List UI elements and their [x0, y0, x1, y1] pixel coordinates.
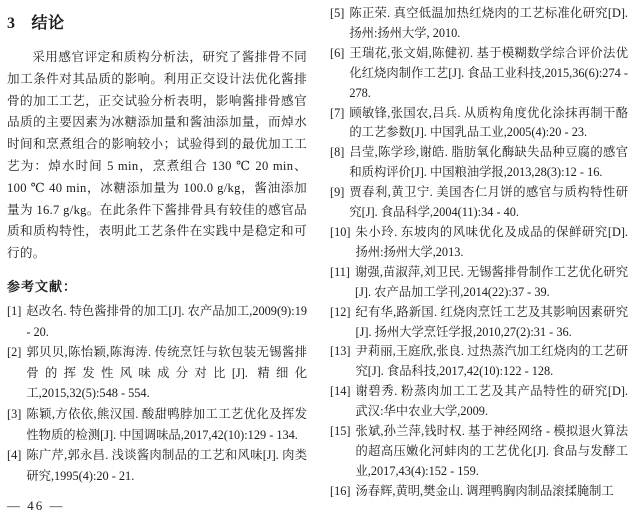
reference-label: [7] [330, 105, 345, 120]
reference-text: 纪有华,路新国. 红烧肉烹饪工艺及其影响因素研究[J]. 扬州大学烹饪学报,2010,27(2):31 - 36. [355, 304, 628, 339]
section-title: 结论 [31, 15, 65, 32]
reference-text: 汤春辉,黄明,樊金山. 调理鸭胸肉制品滚揉腌制工 [355, 483, 614, 498]
left-column [7, 0, 307, 486]
reference-text: 王瑞花,张文娟,陈健初. 基于模糊数学综合评价法优化红烧肉制作工艺[J]. 食品工业科技,2015,36(6):274 - 278. [349, 45, 628, 100]
reference-label: [9] [330, 185, 345, 200]
reference-label: [6] [330, 45, 345, 60]
reference-text: 贾春利,黄卫宁. 美国杏仁月饼的感官与质构特性研究[J]. 食品科学,2004(11):34 - 40. [349, 185, 628, 220]
reference-item [7, 342, 307, 404]
reference-item [330, 104, 628, 144]
reference-label: [8] [330, 145, 345, 160]
section-number: 3 [7, 15, 16, 32]
reference-label: [13] [330, 344, 351, 359]
reference-text: 顾敏锋,张国农,吕兵. 从质构角度优化涂抹再制干酪的工艺参数[J]. 中国乳品工业,2005(4):20 - 23. [349, 105, 628, 140]
references-heading: 参考文献： [7, 278, 78, 294]
reference-text: 吕莹,陈学珍,谢皓. 脂肪氧化酶缺失品种豆腐的感官和质构评价[J]. 中国粮油学报,2013,28(3):12 - 16. [349, 145, 628, 180]
reference-label: [11] [330, 264, 351, 279]
reference-text: 郭贝贝,陈怡颖,陈海涛. 传统烹饪与软包装无锡酱排骨的挥发性风味成分对比[J]. 精细化工,2015,32(5):548 - 554. [26, 345, 307, 401]
section-heading [7, 10, 307, 33]
reference-label: [1] [7, 303, 22, 318]
reference-item [330, 44, 628, 104]
reference-item [330, 183, 628, 223]
reference-item [330, 482, 628, 502]
reference-text: 朱小玲. 东坡肉的风味优化及成品的保鲜研究[D]. 扬州:扬州大学,2013. [355, 224, 628, 259]
reference-item [330, 143, 628, 183]
reference-item [7, 301, 307, 342]
reference-item [330, 263, 628, 303]
reference-label: [14] [330, 384, 351, 399]
reference-text: 张斌,孙兰萍,钱时权. 基于神经网络 - 模拟退火算法的超高压嫩化河蚌肉的工艺优化[J]. 食品与发酵工业,2017,43(4):152 - 159. [355, 424, 628, 478]
reference-label: [12] [330, 304, 351, 319]
conclusion-paragraph: 采用感官评定和质构分析法，研究了酱排骨不同加工条件对其品质的影响。利用正交设计法优化酱排骨的加工工艺，正交试验分析表明，影响酱排骨感官品质的主要因素为冰糖添加量和酱油添加量，而焯水时间和烹煮组合的影响较小；试验得到的最优加工工艺为：焯水时间 5 min，烹煮组合 130 ℃ 20 min、100 ℃ 40 min，冰糖添加量为 100.0 g/kg，酱油添加量为 16.7 g/kg。在此条件下酱排骨具有较佳的感官品质和质构特性，表明此工艺条件在实践中是稳定和可行的。 [7, 50, 307, 261]
reference-label: [4] [7, 448, 22, 463]
reference-text: 尹莉丽,王庭欣,张良. 过热蒸汽加工红烧肉的工艺研究[J]. 食品科技,2017,42(10):122 - 128. [355, 344, 628, 379]
reference-label: [15] [330, 424, 351, 439]
reference-item [330, 223, 628, 263]
reference-label: [2] [7, 345, 22, 360]
reference-list-left [7, 301, 307, 486]
reference-text: 陈正荣. 真空低温加热红烧肉的工艺标准化研究[D]. 扬州:扬州大学, 2010. [349, 6, 628, 40]
reference-list-right [330, 4, 628, 502]
reference-item [7, 404, 307, 445]
reference-text: 谢强,苗淑萍,刘卫民. 无锡酱排骨制作工艺优化研究[J]. 农产品加工学刊,2014(22):37 - 39. [355, 264, 628, 299]
reference-item [330, 303, 628, 343]
reference-text: 赵改名. 特色酱排骨的加工[J]. 农产品加工,2009(9):19 - 20. [26, 303, 307, 339]
reference-label: [10] [330, 224, 351, 239]
right-column [330, 0, 628, 502]
reference-text: 陈颖,方依依,熊汉国. 酸甜鸭脖加工工艺优化及挥发性物质的检测[J]. 中国调味品,2017,42(10):129 - 134. [26, 406, 307, 442]
reference-item [330, 382, 628, 422]
reference-item [330, 4, 628, 44]
reference-label: [16] [330, 483, 351, 498]
reference-label: [5] [330, 6, 345, 20]
reference-item [330, 342, 628, 382]
reference-item [330, 422, 628, 482]
reference-text: 谢碧秀. 粉蒸肉加工工艺及其产品特性的研究[D]. 武汉:华中农业大学,2009. [355, 384, 628, 419]
page-number: — 46 — [7, 498, 65, 513]
reference-item [7, 445, 307, 486]
reference-text: 陈广芹,郭永昌. 浅谈酱肉制品的工艺和风味[J]. 肉类研究,1995(4):20 - 21. [26, 448, 307, 483]
reference-label: [3] [7, 406, 22, 421]
